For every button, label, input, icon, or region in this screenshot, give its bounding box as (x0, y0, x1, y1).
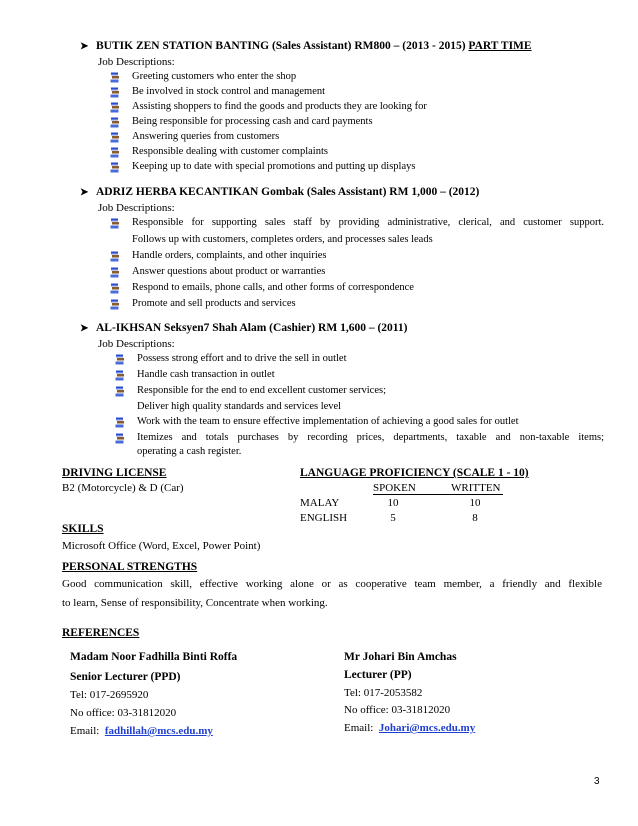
reference-email-link[interactable]: fadhillah@mcs.edu.my (104, 725, 213, 737)
job-title-1: BUTIK ZEN STATION BANTING (Sales Assistant) RM800 – (2013 - 2015) (96, 40, 466, 52)
list-item: Being responsible for processing cash and card payments (132, 116, 373, 127)
language-heading: LANGUAGE PROFICIENCY (SCALE 1 - 10) (300, 467, 529, 479)
page-number: 3 (594, 776, 600, 787)
list-item: Handle cash transaction in outlet (137, 369, 275, 380)
references-heading: REFERENCES (62, 627, 140, 639)
reference-name: Madam Noor Fadhilla Binti Roffa (70, 651, 238, 663)
language-written: 10 (469, 497, 481, 509)
reference-name: Mr Johari Bin Amchas (344, 651, 457, 663)
book-stack-icon (110, 87, 121, 98)
book-stack-icon (110, 117, 121, 128)
list-item-continuation: operating a cash register. (137, 446, 242, 457)
job-title-3: AL-IKHSAN Seksyen7 Shah Alam (Cashier) RM 1,600 – (2011) (96, 322, 408, 334)
book-stack-icon (115, 370, 126, 381)
list-item: Answering queries from customers (132, 131, 279, 142)
strengths-line-1: Good communication skill, effective working alone or as cooperative team member, a friendly and flexible (62, 578, 602, 590)
list-item: Promote and sell products and services (132, 298, 296, 309)
list-item: Responsible for supporting sales staff by providing administrative, clerical, and customer support. (132, 217, 604, 228)
job-heading-1 (80, 40, 532, 52)
book-stack-icon (115, 354, 126, 365)
list-item-continuation: Follows up with customers, completes orders, and processes sales leads (132, 234, 433, 245)
book-stack-icon (110, 299, 121, 310)
strengths-heading: PERSONAL STRENGTHS (62, 561, 198, 573)
driving-license-heading: DRIVING LICENSE (62, 467, 167, 479)
language-header-rule (373, 494, 503, 495)
reference-email-label: Email: (70, 725, 100, 737)
job-desc-label-3: Job Descriptions: (98, 338, 175, 350)
reference-email-label: Email: (344, 722, 374, 734)
book-stack-icon (110, 147, 121, 158)
book-stack-icon (110, 132, 121, 143)
reference-office: No office: 03-31812020 (70, 707, 177, 719)
book-stack-icon (110, 251, 121, 262)
book-stack-icon (115, 417, 126, 428)
skills-text: Microsoft Office (Word, Excel, Power Point) (62, 540, 261, 552)
language-col-written: WRITTEN (451, 482, 501, 494)
strengths-line-2: to learn, Sense of responsibility, Concentrate when working. (62, 597, 328, 609)
skills-heading: SKILLS (62, 523, 104, 535)
list-item: Respond to emails, phone calls, and other forms of correspondence (132, 282, 414, 293)
list-item: Answer questions about product or warranties (132, 266, 325, 277)
list-item: Itemizes and totals purchases by recording prices, departments, taxable and non-taxable items; (137, 432, 604, 443)
job-title-2: ADRIZ HERBA KECANTIKAN Gombak (Sales Assistant) RM 1,000 – (2012) (96, 186, 480, 198)
book-stack-icon (115, 433, 126, 444)
reference-office: No office: 03-31812020 (344, 704, 451, 716)
job-heading-3 (80, 322, 407, 334)
arrow-right-icon: ➤ (80, 323, 89, 334)
reference-email-row (344, 722, 475, 734)
driving-license-value: B2 (Motorcycle) & D (Car) (62, 482, 184, 494)
language-written: 8 (472, 512, 478, 524)
reference-email-link[interactable]: Johari@mcs.edu.my (378, 722, 476, 734)
list-item: Assisting shoppers to find the goods and products they are looking for (132, 101, 427, 112)
list-item: Greeting customers who enter the shop (132, 71, 296, 82)
list-item-continuation: Deliver high quality standards and services level (137, 401, 342, 412)
list-item: Keeping up to date with special promotions and putting up displays (132, 161, 415, 172)
list-item: Responsible for the end to end excellent customer services; (137, 385, 386, 396)
list-item: Handle orders, complaints, and other inquiries (132, 250, 327, 261)
job-part-time: PART TIME (468, 40, 532, 52)
job-desc-label-2: Job Descriptions: (98, 202, 175, 214)
reference-tel: Tel: 017-2053582 (344, 687, 423, 699)
book-stack-icon (110, 102, 121, 113)
book-stack-icon (110, 162, 121, 173)
list-item: Possess strong effort and to drive the sell in outlet (137, 353, 347, 364)
reference-title: Lecturer (PP) (344, 669, 412, 681)
language-spoken: 5 (390, 512, 396, 524)
language-col-spoken: SPOKEN (373, 482, 416, 494)
reference-title: Senior Lecturer (PPD) (70, 671, 181, 683)
list-item: Be involved in stock control and management (132, 86, 325, 97)
book-stack-icon (110, 267, 121, 278)
list-item: Work with the team to ensure effective implementation of achieving a good sales for outlet (137, 416, 519, 427)
language-name: MALAY (300, 497, 340, 509)
book-stack-icon (110, 218, 121, 229)
arrow-right-icon: ➤ (80, 41, 89, 52)
book-stack-icon (115, 386, 126, 397)
job-desc-label-1: Job Descriptions: (98, 56, 175, 68)
reference-tel: Tel: 017-2695920 (70, 689, 149, 701)
list-item: Responsible dealing with customer complaints (132, 146, 328, 157)
job-heading-2 (80, 186, 479, 198)
book-stack-icon (110, 283, 121, 294)
arrow-right-icon: ➤ (80, 187, 89, 198)
language-spoken: 10 (387, 497, 399, 509)
language-name: ENGLISH (300, 512, 348, 524)
book-stack-icon (110, 72, 121, 83)
reference-email-row (70, 725, 213, 737)
